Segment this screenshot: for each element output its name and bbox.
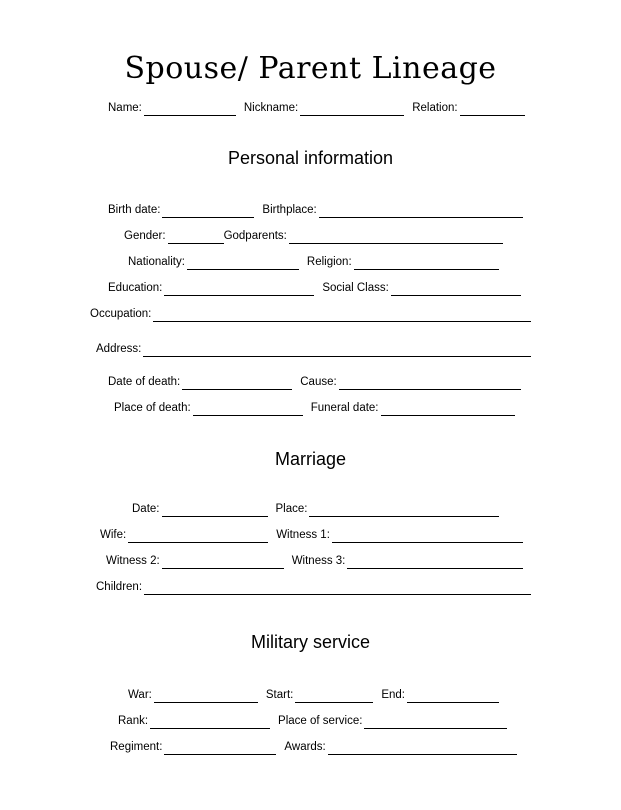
- form-row-nationality: [0, 255, 621, 270]
- field-input-place-of-death[interactable]: [193, 402, 303, 416]
- field-label-birth-date: Birth date:: [108, 204, 161, 216]
- field-label-date-of-death: Date of death:: [108, 376, 181, 388]
- section-heading-marriage: Marriage: [274, 449, 347, 469]
- field-input-nationality[interactable]: [187, 256, 299, 270]
- section-body-personal-information: [0, 203, 621, 416]
- field-input-marriage-place[interactable]: [309, 503, 499, 517]
- field-input-birth-date[interactable]: [162, 204, 254, 218]
- form-row-address: [0, 342, 621, 357]
- field-input-social-class[interactable]: [391, 282, 521, 296]
- form-row-witness2-witness3: [0, 554, 621, 569]
- field-input-place-of-service[interactable]: [364, 715, 507, 729]
- field-label-regiment: Regiment:: [110, 741, 163, 753]
- field-label-name: Name:: [108, 102, 142, 114]
- section-heading-military-service: Military service: [250, 632, 370, 652]
- form-row-occupation: [0, 307, 621, 322]
- field-label-funeral-date: Funeral date:: [310, 402, 379, 414]
- field-input-religion[interactable]: [354, 256, 499, 270]
- field-label-godparents: Godparents:: [223, 230, 287, 242]
- field-input-witness-2[interactable]: [162, 555, 284, 569]
- field-input-godparents[interactable]: [289, 230, 503, 244]
- field-input-gender[interactable]: [168, 230, 224, 244]
- field-input-witness-1[interactable]: [332, 529, 523, 543]
- page-title: Spouse/ Parent Lineage: [124, 51, 497, 86]
- field-input-start[interactable]: [295, 689, 373, 703]
- form-row-funeral: [0, 401, 621, 416]
- field-input-marriage-date[interactable]: [162, 503, 268, 517]
- form-row-gender: [0, 229, 621, 244]
- form-row-children: [0, 580, 621, 595]
- field-input-rank[interactable]: [150, 715, 270, 729]
- field-label-social-class: Social Class:: [322, 282, 389, 294]
- field-input-address[interactable]: [143, 343, 531, 357]
- form-row-regiment: [0, 740, 621, 755]
- form-row-death: [0, 375, 621, 390]
- field-label-marriage-date: Date:: [132, 503, 160, 515]
- field-label-gender: Gender:: [124, 230, 166, 242]
- field-input-cause[interactable]: [339, 376, 521, 390]
- field-label-cause: Cause:: [300, 376, 337, 388]
- form-row-birth: [0, 203, 621, 218]
- section-body-military-service: [0, 688, 621, 755]
- field-label-witness-3: Witness 3:: [291, 555, 346, 567]
- header-fields-row: [0, 101, 621, 116]
- field-input-end[interactable]: [407, 689, 499, 703]
- field-label-rank: Rank:: [118, 715, 149, 727]
- field-label-awards: Awards:: [284, 741, 326, 753]
- field-input-birthplace[interactable]: [319, 204, 523, 218]
- field-label-wife: Wife:: [100, 529, 127, 541]
- form-row-wife-witness1: [0, 528, 621, 543]
- section-body-marriage: [0, 502, 621, 595]
- field-label-nickname: Nickname:: [243, 102, 299, 114]
- field-label-start: Start:: [265, 689, 294, 701]
- form-row-education: [0, 281, 621, 296]
- form-row-war: [0, 688, 621, 703]
- field-label-place-of-service: Place of service:: [278, 715, 363, 727]
- form-row-marriage-date: [0, 502, 621, 517]
- field-label-birthplace: Birthplace:: [262, 204, 317, 216]
- field-label-children: Children:: [96, 581, 143, 593]
- field-label-religion: Religion:: [306, 256, 352, 268]
- field-input-witness-3[interactable]: [347, 555, 523, 569]
- field-label-witness-1: Witness 1:: [276, 529, 330, 541]
- field-label-education: Education:: [108, 282, 163, 294]
- field-label-address: Address:: [96, 343, 142, 355]
- field-label-place-of-death: Place of death:: [114, 402, 191, 414]
- field-label-war: War:: [128, 689, 152, 701]
- field-label-relation: Relation:: [412, 102, 458, 114]
- field-input-name[interactable]: [144, 102, 236, 116]
- field-label-end: End:: [381, 689, 406, 701]
- field-input-nickname[interactable]: [300, 102, 404, 116]
- field-input-date-of-death[interactable]: [182, 376, 292, 390]
- field-label-witness-2: Witness 2:: [106, 555, 160, 567]
- field-input-children[interactable]: [144, 581, 531, 595]
- field-input-relation[interactable]: [460, 102, 525, 116]
- field-input-occupation[interactable]: [153, 308, 531, 322]
- field-input-funeral-date[interactable]: [381, 402, 516, 416]
- field-input-regiment[interactable]: [164, 741, 276, 755]
- section-heading-personal-information: Personal information: [227, 148, 394, 168]
- field-input-wife[interactable]: [128, 529, 268, 543]
- field-label-occupation: Occupation:: [90, 308, 152, 320]
- field-label-nationality: Nationality:: [128, 256, 185, 268]
- field-input-war[interactable]: [154, 689, 258, 703]
- field-label-marriage-place: Place:: [275, 503, 308, 515]
- form-row-rank: [0, 714, 621, 729]
- field-input-education[interactable]: [164, 282, 314, 296]
- field-input-awards[interactable]: [328, 741, 517, 755]
